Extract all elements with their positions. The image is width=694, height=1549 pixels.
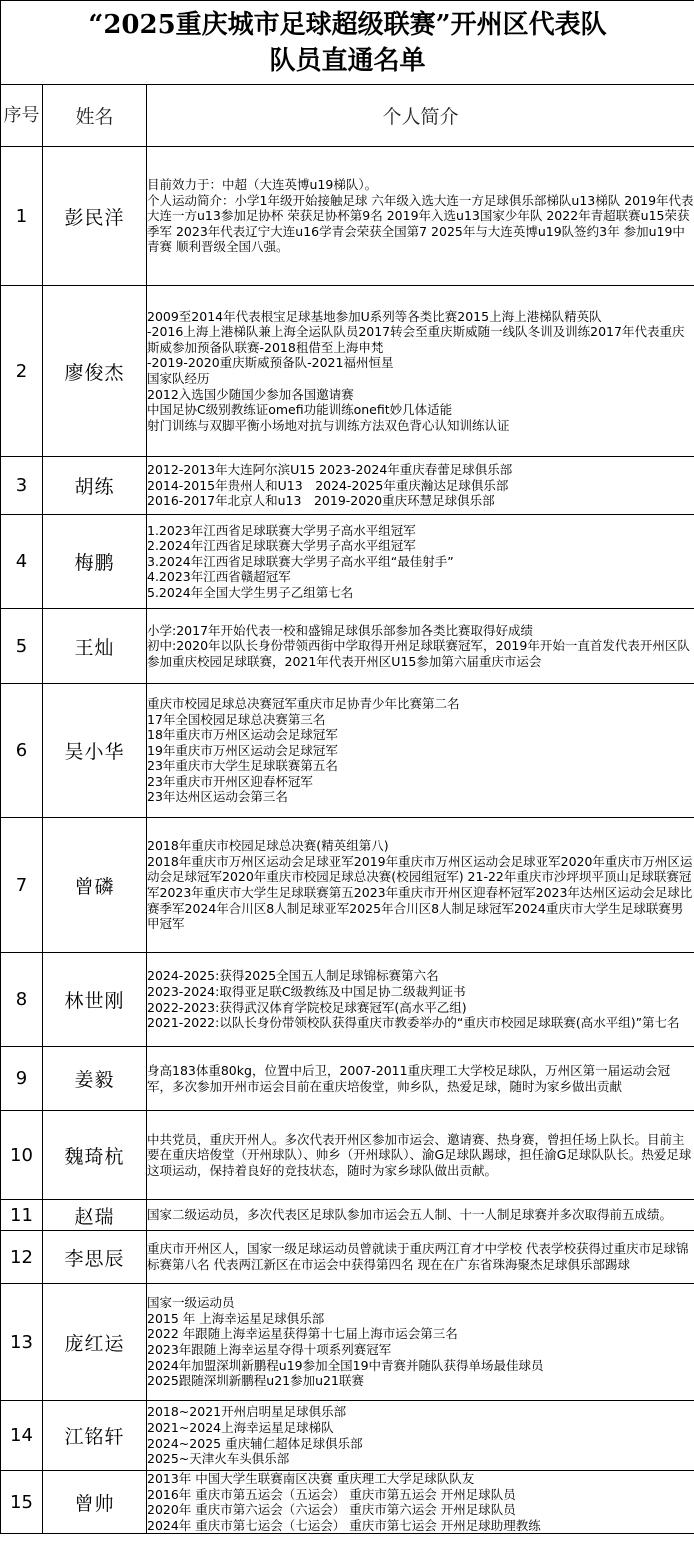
bio-line: 个人运动简介：小学1年级开始接触足球 六年级入选大连一方足球俱乐部梯队u13梯队 2019年代表大连一方u13参加足协杯 荣获足协杯第9名 2019年入选u13国家少年队 2022年青超联赛u15荣获季军 2023年代表辽宁大连u16学青会荣获全国第7 2025年与大连英博u19队签约3年 参加u19中青赛 顺利晋级全国八强。 (147, 192, 694, 255)
player-bio (147, 1200, 694, 1231)
player-name: 吴小华 (43, 684, 147, 818)
bio-line: 重庆市校园足球总决赛冠军重庆市足协青少年比赛第二名 (147, 695, 460, 711)
player-bio (147, 1111, 694, 1200)
player-row (1, 1284, 694, 1401)
bio-line: 23年重庆市开州区迎春杯冠军 (147, 773, 313, 789)
player-row (1, 684, 694, 818)
player-row (1, 1401, 694, 1471)
player-seq: 6 (1, 684, 43, 818)
bio-line: 身高183体重80kg，位置中后卫，2007-2011重庆理工大学校足球队，万州区第一届运动会冠军，多次参加开州市运会目前在重庆培俊堂，帅乡队，热爱足球，随时为家乡做出贡献 (147, 1062, 671, 1094)
player-bio (147, 1471, 694, 1534)
player-name: 胡练 (43, 457, 147, 515)
player-bio (147, 515, 694, 609)
bio-line: 小学:2017年开始代表一校和盛锦足球俱乐部参加各类比赛取得好成绩 (147, 622, 534, 638)
bio-line: 2016年 重庆市第五运会（五运会） 重庆市第五运会 开州足球队员 (147, 1486, 516, 1502)
player-name: 王灿 (43, 609, 147, 684)
player-seq: 4 (1, 515, 43, 609)
player-seq: 12 (1, 1231, 43, 1284)
player-row (1, 609, 694, 684)
player-bio (147, 1047, 694, 1111)
player-seq: 1 (1, 147, 43, 286)
bio-line: 国家一级运动员 (147, 1295, 235, 1311)
player-name: 江铭轩 (43, 1401, 147, 1471)
bio-line: 2023年跟随上海幸运星夺得十项系列赛冠军 (147, 1342, 392, 1357)
bio-line: 2015 年 上海幸运星足球俱乐部 (147, 1310, 325, 1326)
bio-line: 4.2023年江西省赣超冠军 (147, 569, 291, 585)
bio-line: 2009至2014年代表根宝足球基地参加U系列等各类比赛2015上海上港梯队精英队 (147, 308, 602, 324)
bio-line: -2019-2020重庆斯威预备队-2021福州恒星 (147, 355, 394, 371)
player-seq: 3 (1, 457, 43, 515)
player-seq: 8 (1, 953, 43, 1047)
player-seq: 2 (1, 286, 43, 457)
bio-line: 2018年重庆市万州区运动会足球亚军2019年重庆市万州区运动会足球亚军2020年重庆市万州区运动会足球冠军2020年重庆市校园足球总决赛(校园组冠军) 21-22年重庆市沙坪坝平顶山足球联赛冠军2023年重庆市大学生足球联赛第五2023年重庆市开州区迎春杯冠军2023年达州区运动会足球比赛季军2024年合川区8人制足球亚军2025年合川区8人制足球冠军2024重庆市大学生足球联赛男甲冠军 (147, 853, 693, 932)
bio-line: 2016-2017年北京人和u13 2019-2020重庆环慧足球俱乐部 (147, 493, 495, 509)
player-bio (147, 818, 694, 953)
header-name: 姓名 (43, 85, 147, 147)
player-seq: 9 (1, 1047, 43, 1111)
player-name: 彭民洋 (43, 147, 147, 286)
player-bio (147, 457, 694, 515)
player-row (1, 515, 694, 609)
bio-line: 初中:2020年以队长身份带领西街中学取得开州足球联赛冠军，2019年开始一直首发代表开州区队参加重庆校园足球联赛，2021年代表开州区U15参加第六届重庆市运会 (147, 638, 690, 669)
bio-line: 2012-2013年大连阿尔滨U15 2023-2024年重庆春蕾足球俱乐部 (147, 462, 513, 478)
player-row (1, 286, 694, 457)
bio-line: 1.2023年江西省足球联赛大学男子高水平组冠军 (147, 522, 416, 538)
bio-line: 2014-2015年贵州人和U13 2024-2025年重庆瀚达足球俱乐部 (147, 477, 509, 493)
bio-line: 5.2024年全国大学生男子乙组第七名 (147, 584, 354, 600)
bio-line: 2024年加盟深圳新鹏程u19参加全国19中青赛并随队获得单场最佳球员 (147, 1357, 544, 1373)
player-row (1, 1047, 694, 1111)
bio-line: 19年重庆市万州区运动会足球冠军 (147, 742, 338, 758)
bio-line: -2016上海上港梯队兼上海全运队队员2017转会至重庆斯威随一线队冬训及训练2017年代表重庆斯威参加预备队联赛-2018租借至上海申梵 (147, 324, 685, 355)
bio-line: 2013年 中国大学生联赛南区决赛 重庆理工大学足球队队友 (147, 1471, 475, 1486)
player-bio (147, 953, 694, 1047)
player-name: 廖俊杰 (43, 286, 147, 457)
player-bio (147, 684, 694, 818)
player-bio (147, 286, 694, 457)
bio-line: 2023-2024:取得亚足联C级教练及中国足协二级裁判证书 (147, 983, 466, 999)
player-row (1, 1471, 694, 1534)
bio-line: 中共党员，重庆开州人。多次代表开州区参加市运会、邀请赛、热身赛，曾担任场上队长。目前主要在重庆培俊堂（开州球队）、帅乡（开州球队）、渝G足球队踢球，担任渝G足球队队长。热爱足球这项运动，保持着良好的竞技状态，随时为家乡球队做出贡献。 (147, 1131, 692, 1178)
title-line-1: “2025重庆城市足球超级联赛”开州区代表队 (88, 9, 607, 40)
header-bio: 个人简介 (147, 85, 694, 147)
player-bio (147, 1231, 694, 1284)
player-row (1, 1231, 694, 1284)
bio-line: 2024-2025:获得2025全国五人制足球锦标赛第六名 (147, 968, 439, 984)
player-seq: 10 (1, 1111, 43, 1200)
bio-line: 2018~2021开州启明星足球俱乐部 (147, 1404, 347, 1420)
player-row (1, 953, 694, 1047)
player-seq: 7 (1, 818, 43, 953)
header-seq: 序号 (1, 85, 43, 147)
player-name: 姜毅 (43, 1047, 147, 1111)
bio-line: 2021~2024上海幸运星足球梯队 (147, 1419, 334, 1435)
player-row (1, 818, 694, 953)
player-seq: 14 (1, 1401, 43, 1471)
player-bio (147, 609, 694, 684)
bio-line: 2025~天津火车头俱乐部 (147, 1451, 290, 1467)
bio-line: 2012入选国少随国少参加各国邀请赛 (147, 386, 354, 402)
bio-line: 2024~2025 重庆辅仁超体足球俱乐部 (147, 1435, 363, 1451)
player-bio (147, 147, 694, 286)
player-seq: 11 (1, 1200, 43, 1231)
player-name: 庞红运 (43, 1284, 147, 1401)
bio-line: 3.2024年江西省足球联赛大学男子高水平组“最佳射手” (147, 553, 454, 569)
bio-line: 2024年 重庆市第七运会（七运会） 重庆市第七运会 开州足球助理教练 (147, 1517, 541, 1533)
player-seq: 5 (1, 609, 43, 684)
header-row (1, 85, 694, 147)
bio-line: 17年全国校园足球总决赛第三名 (147, 711, 326, 727)
player-name: 林世刚 (43, 953, 147, 1047)
title-line-2: 队员直通名单 (269, 45, 426, 76)
bio-line: 2025跟随深圳新鹏程u21参加u21联赛 (147, 1373, 364, 1389)
bio-line: 2022 年跟随上海幸运星获得第十七届上海市运会第三名 (147, 1326, 458, 1342)
player-row (1, 1111, 694, 1200)
bio-line: 重庆市开州区人，国家一级足球运动员曾就读于重庆两江育才中学校 代表学校获得过重庆市足球锦标赛第八名 代表两江新区在市运会中获得第四名 现在在广东省珠海聚杰足球俱乐部踢球 (147, 1241, 689, 1272)
bio-line: 2021-2022:以队长身份带领校队获得重庆市教委举办的“重庆市校园足球联赛(高水平组)”第七名 (147, 1015, 680, 1031)
player-name: 赵瑞 (43, 1200, 147, 1231)
document-title (1, 1, 694, 85)
player-row (1, 1200, 694, 1231)
bio-line: 目前效力于：中超（大连英博u19梯队）。 (147, 177, 378, 193)
bio-line: 2.2024年江西省足球联赛大学男子高水平组冠军 (147, 538, 416, 554)
bio-line: 2020年 重庆市第六运会（六运会） 重庆市第六运会 开州足球队员 (147, 1502, 516, 1518)
bio-line: 18年重庆市万州区运动会足球冠军 (147, 727, 338, 743)
bio-line: 射门训练与双脚平衡小场地对抗与训练方法双色背心认知训练认证 (147, 417, 510, 433)
title-row (1, 1, 694, 85)
player-name: 曾帅 (43, 1471, 147, 1534)
player-name: 魏琦杭 (43, 1111, 147, 1200)
bio-line: 2018年重庆市校园足球总决赛(精英组第八) (147, 838, 389, 854)
bio-line: 国家二级运动员，多次代表区足球队参加市运会五人制、十一人制足球赛并多次取得前五成绩。 (147, 1207, 673, 1223)
player-name: 李思辰 (43, 1231, 147, 1284)
player-row (1, 457, 694, 515)
bio-line: 23年达州区运动会第三名 (147, 789, 288, 805)
bio-line: 23年重庆市大学生足球联赛第五名 (147, 758, 338, 774)
player-seq: 13 (1, 1284, 43, 1401)
bio-line: 中国足协C级别教练证omefi功能训练onefit妙几体适能 (147, 402, 453, 418)
bio-line: 国家队经历 (147, 371, 210, 386)
player-bio (147, 1401, 694, 1471)
player-row (1, 147, 694, 286)
player-name: 梅鹏 (43, 515, 147, 609)
bio-line: 2022-2023:获得武汉体育学院校足球赛冠军(高水平乙组) (147, 999, 467, 1015)
player-bio (147, 1284, 694, 1401)
player-seq: 15 (1, 1471, 43, 1534)
player-name: 曾磷 (43, 818, 147, 953)
